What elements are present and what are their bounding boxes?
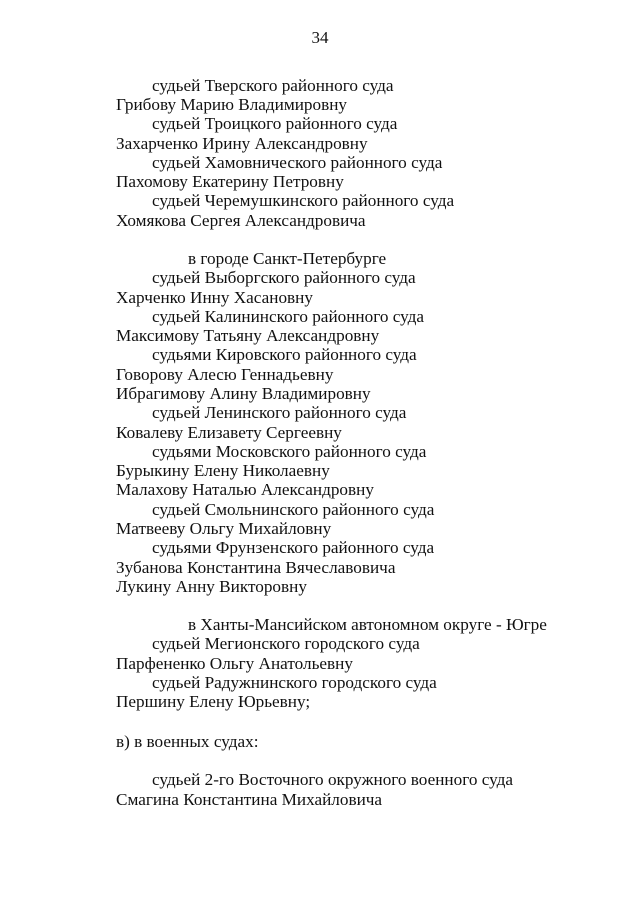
- court-line: судьями Кировского районного суда: [152, 345, 417, 364]
- judge-name: Грибову Марию Владимировну: [116, 95, 348, 114]
- court-line: судьей Калининского районного суда: [152, 307, 425, 326]
- judge-name: Смагина Константина Михайловича: [116, 790, 383, 809]
- court-line: судьей Ленинского районного суда: [152, 403, 407, 422]
- court-line: судьями Фрунзенского районного суда: [152, 538, 435, 557]
- court-line: судьей Черемушкинского районного суда: [152, 191, 455, 210]
- judge-name: Лукину Анну Викторовну: [116, 577, 307, 596]
- court-line: судьей Мегионского городского суда: [152, 634, 420, 653]
- judge-name: Малахову Наталью Александровну: [116, 480, 374, 499]
- court-line: судьями Московского районного суда: [152, 442, 427, 461]
- judge-name: Захарченко Ирину Александровну: [116, 134, 368, 153]
- region-heading: в городе Санкт-Петербурге: [188, 249, 387, 268]
- judge-name: Матвееву Ольгу Михайловну: [116, 519, 332, 538]
- judge-name: Хомякова Сергея Александровича: [116, 211, 366, 230]
- court-line: судьей 2-го Восточного окружного военного суда: [152, 770, 514, 789]
- judge-name: Харченко Инну Хасановну: [116, 288, 313, 307]
- judge-name: Ибрагимову Алину Владимировну: [116, 384, 371, 403]
- section-heading: в) в военных судах:: [116, 732, 259, 751]
- page-number: 34: [311, 28, 329, 47]
- judge-name: Ковалеву Елизавету Сергеевну: [116, 423, 342, 442]
- judge-name: Максимову Татьяну Александровну: [116, 326, 380, 345]
- court-line: судьей Смольнинского районного суда: [152, 500, 435, 519]
- court-line: судьей Радужнинского городского суда: [152, 673, 437, 692]
- judge-name: Пахомову Екатерину Петровну: [116, 172, 344, 191]
- judge-name: Бурыкину Елену Николаевну: [116, 461, 330, 480]
- region-heading: в Ханты-Мансийском автономном округе - Югре: [188, 615, 547, 634]
- court-line: судьей Троицкого районного суда: [152, 114, 398, 133]
- judge-name: Парфененко Ольгу Анатольевну: [116, 654, 353, 673]
- court-line: судьей Хамовнического районного суда: [152, 153, 443, 172]
- court-line: судьей Выборгского районного суда: [152, 268, 416, 287]
- judge-name: Першину Елену Юрьевну;: [116, 692, 311, 711]
- judge-name: Зубанова Константина Вячеславовича: [116, 558, 396, 577]
- court-line: судьей Тверского районного суда: [152, 76, 394, 95]
- judge-name: Говорову Алесю Геннадьевну: [116, 365, 334, 384]
